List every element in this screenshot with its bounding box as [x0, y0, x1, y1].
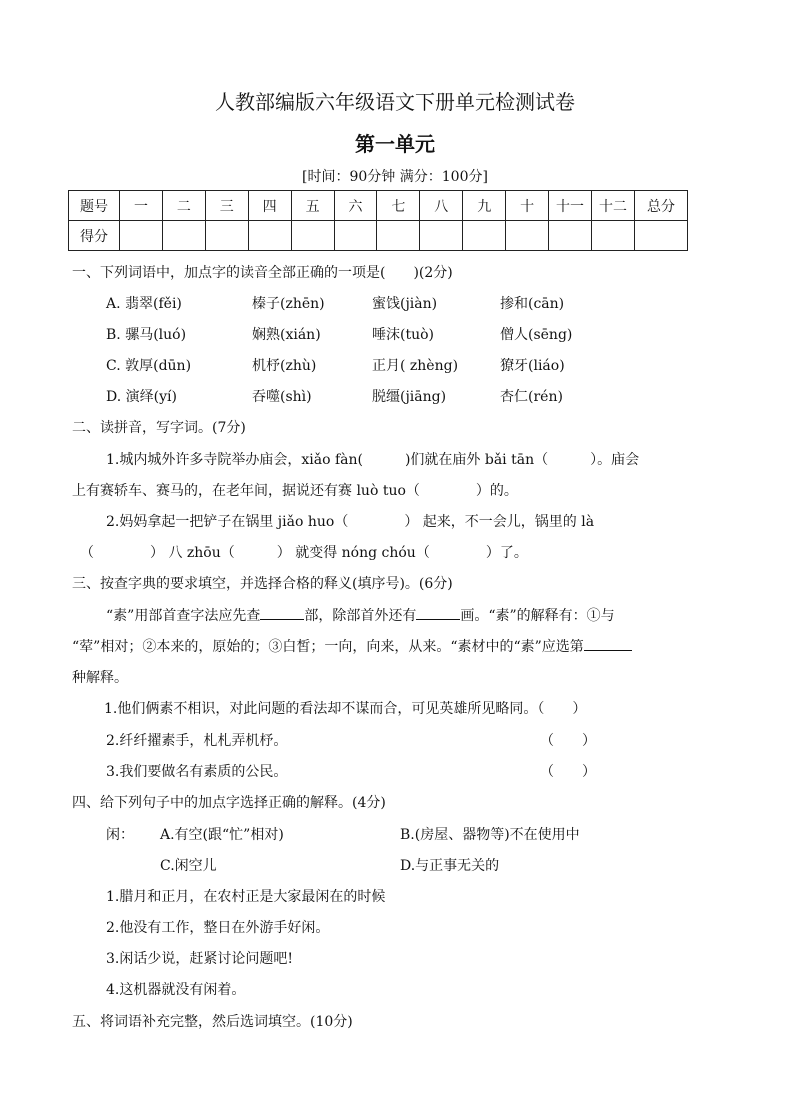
q1-option-a-word4: 掺和(cān) [500, 296, 565, 312]
q2-line-4: （ ） 八 zhōu（ ） 就变得 nóng chóu（ ）了。 [80, 545, 528, 561]
q1-option-a-word1: A. 翡翠(fěi) [106, 296, 182, 312]
q1-option-c-word4: 獠牙(liáo) [500, 358, 565, 374]
score-cell: 十二 [591, 191, 634, 221]
q1-option-d-word1: D. 演绎(yí) [106, 389, 177, 405]
exam-title: 人教部编版六年级语文下册单元检测试卷 [215, 90, 575, 114]
q3-text-d: “荤”相对；②本来的，原始的；③白皙；一向，向来，从来。“素材中的“素”应选第 [72, 639, 584, 655]
score-input-cell[interactable] [248, 221, 291, 251]
score-table-score-row [69, 221, 688, 251]
score-input-cell[interactable] [334, 221, 377, 251]
q3-text-b: 部，除部首外还有 [304, 608, 417, 624]
q3-item-2: 2.纤纤擢素手，札札弄机杼。 [106, 733, 288, 749]
score-cell: 四 [248, 191, 291, 221]
q1-option-c-word2: 机杼(zhù) [252, 358, 317, 374]
q3-paragraph-line-3: 种解释。 [72, 670, 128, 686]
q4-item-4: 4.这机器就没有闲着。 [106, 982, 246, 998]
score-cell: 总分 [635, 191, 688, 221]
q4-option-b: B.(房屋、器物等)不在使用中 [400, 827, 580, 843]
q3-item-2-answer[interactable]: （ ） [540, 733, 596, 749]
q1-option-d-word3: 脱缰(jiāng) [372, 389, 447, 405]
question-3-title: 三、按查字典的要求填空，并选择合格的释义(填序号)。(6分) [72, 576, 453, 592]
q4-item-1: 1.腊月和正月，在农村正是大家最闲在的时候 [106, 889, 386, 905]
meaning-choice-blank[interactable] [584, 636, 632, 651]
radical-blank[interactable] [260, 605, 304, 620]
q4-option-a: A.有空(跟“忙”相对) [160, 827, 284, 843]
q1-option-b-word4: 僧人(sēng) [500, 327, 573, 343]
q1-option-a-word2: 榛子(zhēn) [252, 296, 325, 312]
score-cell: 十 [506, 191, 549, 221]
score-input-cell[interactable] [549, 221, 592, 251]
score-table [68, 190, 688, 251]
question-5-title: 五、将词语补充完整，然后选词填空。(10分) [72, 1014, 353, 1030]
q1-option-b-word2: 娴熟(xián) [252, 327, 321, 343]
question-1-title: 一、下列词语中，加点字的读音全部正确的一项是( )(2分) [72, 265, 453, 281]
score-cell: 三 [205, 191, 248, 221]
q2-line-1: 1.城内城外许多寺院举办庙会，xiǎo fàn( )们就在庙外 bǎi tān（ ）。庙会 [106, 452, 640, 468]
score-input-cell[interactable] [591, 221, 634, 251]
q2-line-3: 2.妈妈拿起一把铲子在锅里 jiǎo huo（ ） 起来，不一会儿，锅里的 là [106, 514, 595, 530]
score-cell: 题号 [69, 191, 120, 221]
q3-text-a: “素”用部首查字法应先查 [106, 608, 261, 624]
score-cell: 十一 [549, 191, 592, 221]
q1-option-d-word4: 杏仁(rén) [500, 389, 563, 405]
time-info: [时间：90分钟 满分：100分] [302, 169, 488, 185]
q4-word-label: 闲： [106, 827, 134, 843]
q3-text-c: 画。“素”的解释有：①与 [460, 608, 615, 624]
score-cell: 八 [420, 191, 463, 221]
score-cell: 九 [463, 191, 506, 221]
score-input-cell[interactable] [205, 221, 248, 251]
question-2-title: 二、读拼音，写字词。(7分) [72, 420, 246, 436]
score-input-cell[interactable] [420, 221, 463, 251]
score-input-cell[interactable] [463, 221, 506, 251]
q3-item-1: 1.他们俩素不相识，对此问题的看法却不谋而合，可见英雄所见略同。（ ） [104, 701, 587, 717]
q3-paragraph-line-1 [106, 605, 615, 625]
q4-item-2: 2.他没有工作，整日在外游手好闲。 [106, 920, 330, 936]
q3-item-3-answer[interactable]: （ ） [540, 764, 596, 780]
q1-option-a-word3: 蜜饯(jiàn) [372, 296, 438, 312]
score-cell: 五 [291, 191, 334, 221]
score-input-cell[interactable] [635, 221, 688, 251]
q1-option-b-word3: 唾沫(tuò) [372, 327, 434, 343]
q1-option-c-word3: 正月( zhèng) [372, 358, 459, 374]
score-input-cell[interactable] [162, 221, 205, 251]
q2-line-2: 上有赛轿车、赛马的，在老年间，据说还有赛 luò tuo（ ）的。 [72, 483, 518, 499]
q1-option-d-word2: 吞噬(shì) [252, 389, 312, 405]
unit-title: 第一单元 [355, 132, 435, 156]
q4-item-3: 3.闲话少说，赶紧讨论问题吧! [106, 951, 293, 967]
q4-option-d: D.与正事无关的 [400, 858, 500, 874]
q3-item-3: 3.我们要做名有素质的公民。 [106, 764, 288, 780]
score-input-cell[interactable] [377, 221, 420, 251]
score-input-cell[interactable] [291, 221, 334, 251]
q3-paragraph-line-2 [72, 636, 632, 656]
q1-option-b-word1: B. 骡马(luó) [106, 327, 187, 343]
score-cell: 六 [334, 191, 377, 221]
score-cell: 七 [377, 191, 420, 221]
q4-option-c: C.闲空儿 [160, 858, 217, 874]
question-4-title: 四、给下列句子中的加点字选择正确的解释。(4分) [72, 795, 386, 811]
score-row-label: 得分 [69, 221, 120, 251]
score-table-header-row [69, 191, 688, 221]
score-cell: 一 [120, 191, 163, 221]
score-cell: 二 [162, 191, 205, 221]
stroke-count-blank[interactable] [416, 605, 460, 620]
score-input-cell[interactable] [120, 221, 163, 251]
q1-option-c-word1: C. 敦厚(dūn) [106, 358, 192, 374]
score-input-cell[interactable] [506, 221, 549, 251]
